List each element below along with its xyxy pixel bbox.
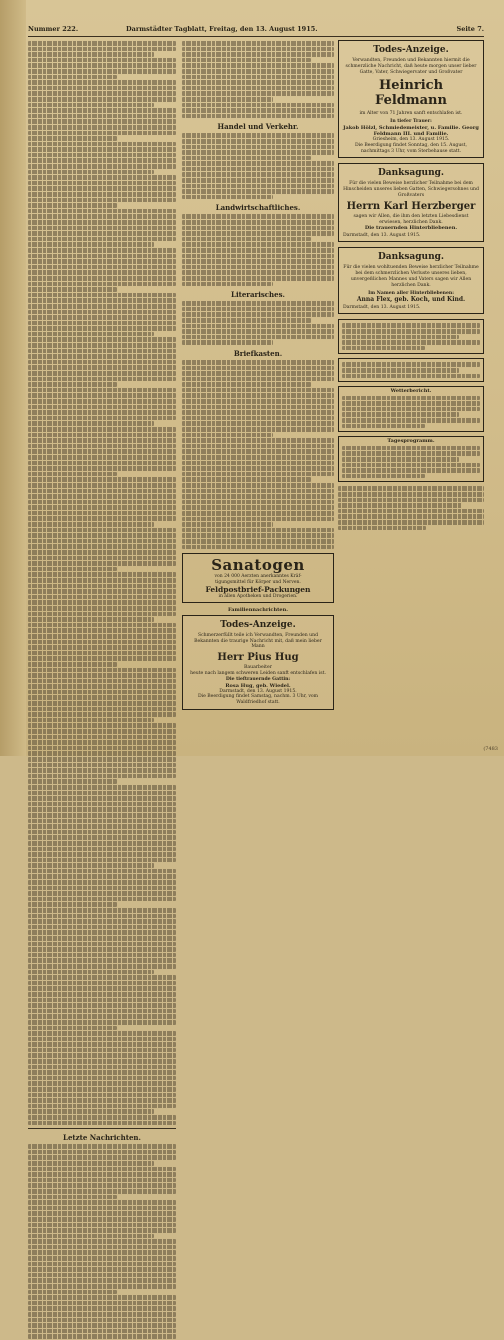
notice-signature: Anna Flex, geb. Koch, und Kind.: [356, 296, 466, 304]
funeral-info: Die Beerdigung findet Sonntag, den 15. August, nachmittags 3 Uhr, vom Sterbehause statt.: [355, 142, 467, 154]
notice-place-date: Darmstadt, den 13. August 1915.: [219, 688, 297, 694]
signature-heading: Im Namen aller Hinterbliebenen:: [368, 290, 454, 296]
column-left: [28, 40, 176, 1340]
article-block: [28, 41, 176, 1125]
notice-title: Todes-Anzeige.: [373, 45, 449, 55]
deceased-name: Heinrich Feldmann: [375, 78, 447, 109]
notice-text: Für die vielen wohltuenden Beweise herzlicher Teilnahme bei dem schmerzlichen Verluste unseres lieben, unvergeßlichen Mannes und Vaters sagen wir Allen herzlichen Dank.: [343, 265, 479, 288]
weather-report: [338, 386, 484, 432]
notice-place-date: Darmstadt, den 13. August 1915.: [343, 233, 421, 239]
page-header: [28, 22, 484, 37]
small-notices: [338, 358, 484, 382]
section-heading-latest-news: Letzte Nachrichten.: [63, 1133, 141, 1143]
deceased-occupation: Bauarbeiter: [244, 665, 272, 671]
article-block: [182, 214, 334, 286]
section-heading-literature: Literarisches.: [231, 290, 285, 300]
notice-text: heute nach langem schweren Leiden sanft entschlafen ist.: [190, 671, 326, 677]
program-heading: Tagesprogramm.: [387, 438, 435, 445]
notice-text: im Alter von 71 Jahren sanft entschlafen ist.: [359, 111, 463, 117]
section-heading-letterbox: Briefkasten.: [233, 348, 283, 358]
footer-code: (7483: [483, 746, 498, 752]
ad-line: tigungsmittel für Körper und Nerven.: [215, 579, 301, 585]
issue-number: Nummer 222.: [28, 25, 79, 33]
notice-title: Todes-Anzeige.: [220, 619, 296, 630]
small-notices: [338, 319, 484, 354]
mourner-names: Jakob Hölzl, Schmiedemeister, u. Familie. Georg Feldmann III. und Familie.: [343, 124, 479, 137]
weather-heading: Wetterbericht.: [390, 388, 432, 395]
section-heading-family: Familiennachrichten.: [228, 606, 288, 613]
notice-intro: Verwandten, Freunden und Bekannten hiermit die schmerzliche Nachricht, daß heute morgen unser lieber Gatte, Vater, Schwiegervater und Großvater: [345, 58, 477, 75]
article-block: [182, 41, 334, 118]
notice-place-date: Darmstadt, den 13. August 1915.: [343, 305, 421, 311]
ad-product: Feldpostbrief-Packungen: [205, 585, 311, 595]
ad-availability: in allen Apotheken und Drogerien.: [218, 594, 298, 600]
death-notice-hug: [182, 615, 334, 710]
mourner-name: Rosa Hug, geb. Wiedel.: [225, 682, 291, 689]
article-block: [182, 133, 334, 199]
notice-place-date: Griesheim, den 13. August 1915.: [372, 136, 450, 142]
column-right: [338, 40, 484, 531]
daily-program: [338, 436, 484, 482]
notice-text: sagen wir Allen, die ihm den letzten Liebesdienst erwiesen, herzlichen Dank.: [353, 213, 469, 225]
article-block: [28, 1144, 176, 1339]
article-block: [182, 301, 334, 345]
notice-intro: Schmerzerfüllt teile ich Verwandten, Freunden und Bekannten die traurige Nachricht mit, daß mein lieber Mann: [194, 632, 322, 650]
column-middle: [182, 40, 334, 715]
mourners-heading: In tiefer Trauer:: [390, 119, 432, 125]
notice-title: Danksagung.: [377, 252, 445, 263]
deceased-name: Herr Pius Hug: [217, 652, 299, 664]
newspaper-title: Darmstädter Tagblatt, Freitag, den 13. August 1915.: [126, 25, 318, 33]
section-heading-agriculture: Landwirtschaftliches.: [215, 203, 301, 213]
mourners-heading: Die tieftrauernde Gattin:: [225, 676, 291, 682]
ad-line: von 24 000 Aerzten anerkanntes Kräf-: [214, 574, 302, 580]
ad-brand: Sanatogen: [211, 556, 305, 575]
sanatogen-advertisement: [182, 553, 334, 603]
thanks-notice-herzberger: [338, 163, 484, 242]
notice-signature: Die trauernden Hinterbliebenen.: [364, 225, 458, 232]
thanks-notice-flex: [338, 247, 484, 314]
section-heading-trade: Handel und Verkehr.: [217, 122, 299, 132]
article-block: [182, 360, 334, 549]
page-fold-shadow: [0, 0, 26, 756]
deceased-name: Herrn Karl Herzberger: [346, 200, 476, 212]
funeral-info: Die Beerdigung findet Samstag, nachm. 3 Uhr, vom Waldfriedhof statt.: [197, 694, 319, 706]
divider: [28, 1128, 176, 1129]
notice-title: Danksagung.: [377, 168, 445, 179]
page-number: Seite 7.: [456, 25, 484, 33]
article-block: [338, 486, 484, 530]
notice-text: Für die vielen Beweise herzlicher Teilnahme bei dem Hinscheiden unseres lieben Gatten, Schwiegersohnes und Großvaters: [343, 181, 479, 198]
death-notice-feldmann: [338, 40, 484, 158]
